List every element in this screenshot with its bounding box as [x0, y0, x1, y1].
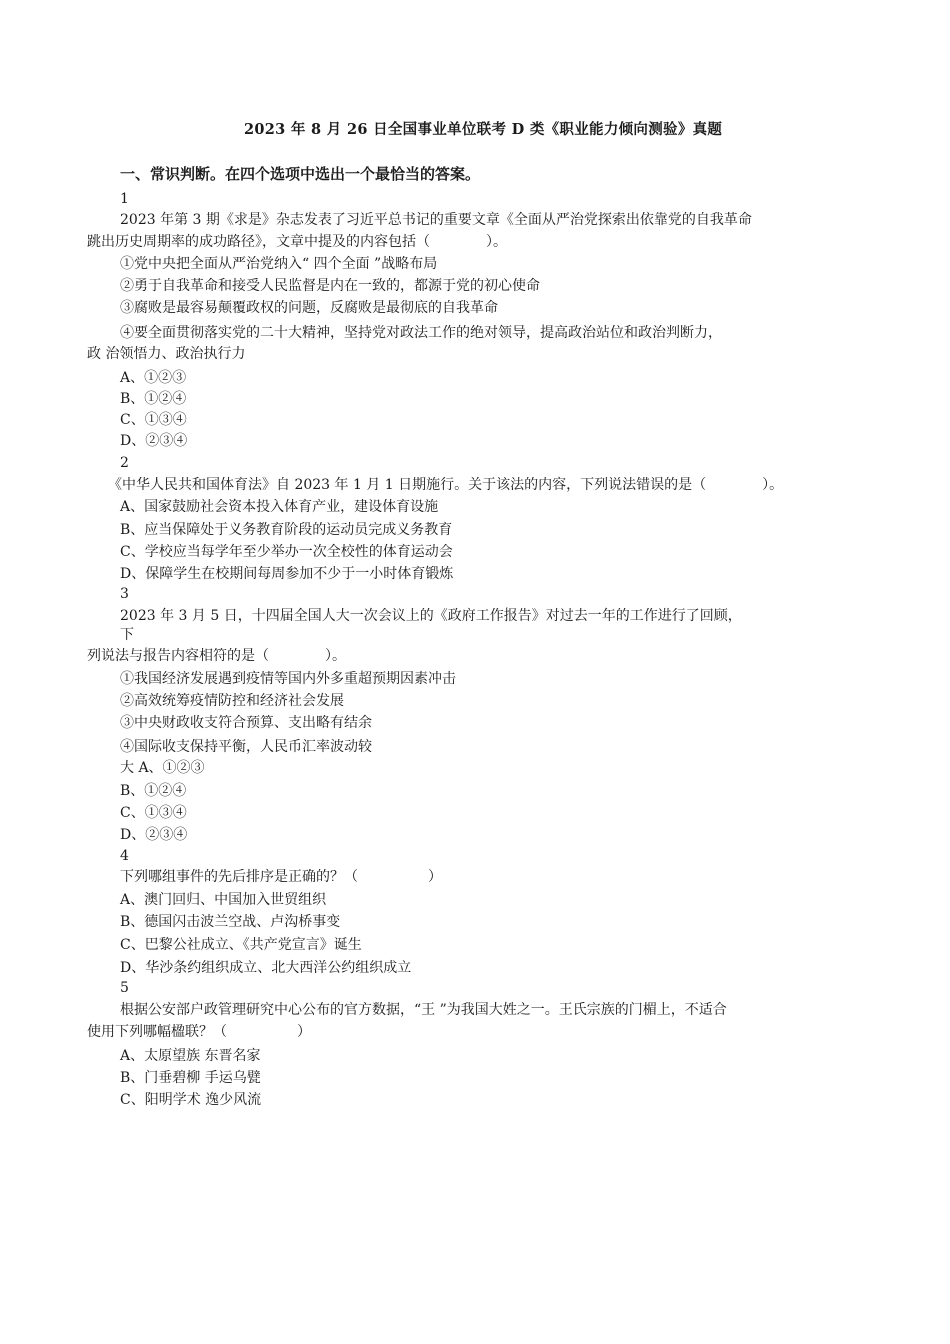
question-stem-cont: 跳出历史周期率的成功路径》，文章中提及的内容包括（ ）。 [87, 234, 507, 250]
option: A、①②③ [120, 370, 187, 386]
option: B、①②④ [120, 391, 187, 407]
option: A、澳门回归、中国加入世贸组织 [120, 892, 327, 908]
question-stem: 根据公安部户政管理研究中心公布的官方数据，“王 ”为我国大姓之一。王氏宗族的门楣上，不适合 [120, 1002, 727, 1018]
option: C、阳明学术 逸少风流 [120, 1092, 262, 1108]
question-stem: 下列哪组事件的先后排序是正确的？（ ） [120, 869, 442, 885]
section-heading: 一、常识判断。在四个选项中选出一个最恰当的答案。 [120, 165, 481, 183]
option: A、太原望族 东晋名家 [120, 1048, 261, 1064]
option: C、①③④ [120, 412, 187, 428]
question-stem: 2023 年 3 月 5 日，十四届全国人大一次会议上的《政府工作报告》对过去一年的工作进行了回顾， [120, 608, 742, 624]
option: D、②③④ [120, 433, 188, 449]
question-stem-cont: 列说法与报告内容相符的是（ ）。 [87, 648, 346, 664]
statement-cont: 政 治领悟力、政治执行力 [87, 346, 246, 362]
statement-cont: 大 A、①②③ [120, 760, 205, 776]
question-stem: 2023 年第 3 期《求是》杂志发表了习近平总书记的重要文章《全面从严治党探索出依靠党的自我革命 [120, 212, 752, 228]
statement: ③中央财政收支符合预算、支出略有结余 [120, 715, 372, 731]
question-number: 4 [120, 848, 129, 864]
statement: ②高效统筹疫情防控和经济社会发展 [120, 693, 344, 709]
statement: ③腐败是最容易颠覆政权的问题，反腐败是最彻底的自我革命 [120, 300, 498, 316]
statement: ①党中央把全面从严治党纳入“ 四个全面 ”战略布局 [120, 256, 438, 272]
statement: ④要全面贯彻落实党的二十大精神，坚持党对政法工作的绝对领导，提高政治站位和政治判断力， [120, 325, 722, 341]
option: C、学校应当每学年至少举办一次全校性的体育运动会 [120, 544, 453, 560]
statement: ②勇于自我革命和接受人民监督是内在一致的，都源于党的初心使命 [120, 278, 540, 294]
option: C、①③④ [120, 805, 187, 821]
option: D、保障学生在校期间每周参加不少于一小时体育锻炼 [120, 566, 454, 582]
option: B、①②④ [120, 783, 187, 799]
option: D、华沙条约组织成立、北大西洋公约组织成立 [120, 960, 412, 976]
option: C、巴黎公社成立、《共产党宣言》诞生 [120, 937, 362, 953]
option: A、国家鼓励社会资本投入体育产业，建设体育设施 [120, 499, 439, 515]
statement: ①我国经济发展遇到疫情等国内外多重超预期因素冲击 [120, 671, 456, 687]
question-number: 1 [120, 191, 129, 207]
option: B、应当保障处于义务教育阶段的运动员完成义务教育 [120, 522, 453, 538]
statement: ④国际收支保持平衡，人民币汇率波动较 [120, 739, 372, 755]
question-stem-cont: 使用下列哪幅楹联？（ ） [87, 1024, 311, 1040]
question-number: 3 [120, 586, 129, 602]
question-number: 5 [120, 980, 129, 996]
question-number: 2 [120, 455, 129, 471]
option: D、②③④ [120, 827, 188, 843]
document-title: 2023 年 8 月 26 日全国事业单位联考 D 类《职业能力倾向测验》真题 [244, 121, 723, 138]
question-stem-wrap: 下 [120, 627, 134, 643]
question-stem: 《中华人民共和国体育法》自 2023 年 1 月 1 日期施行。关于该法的内容，下列说法错误的是（ ）。 [108, 477, 784, 493]
option: B、德国闪击波兰空战、卢沟桥事变 [120, 914, 341, 930]
option: B、门垂碧柳 手运乌甓 [120, 1070, 261, 1086]
